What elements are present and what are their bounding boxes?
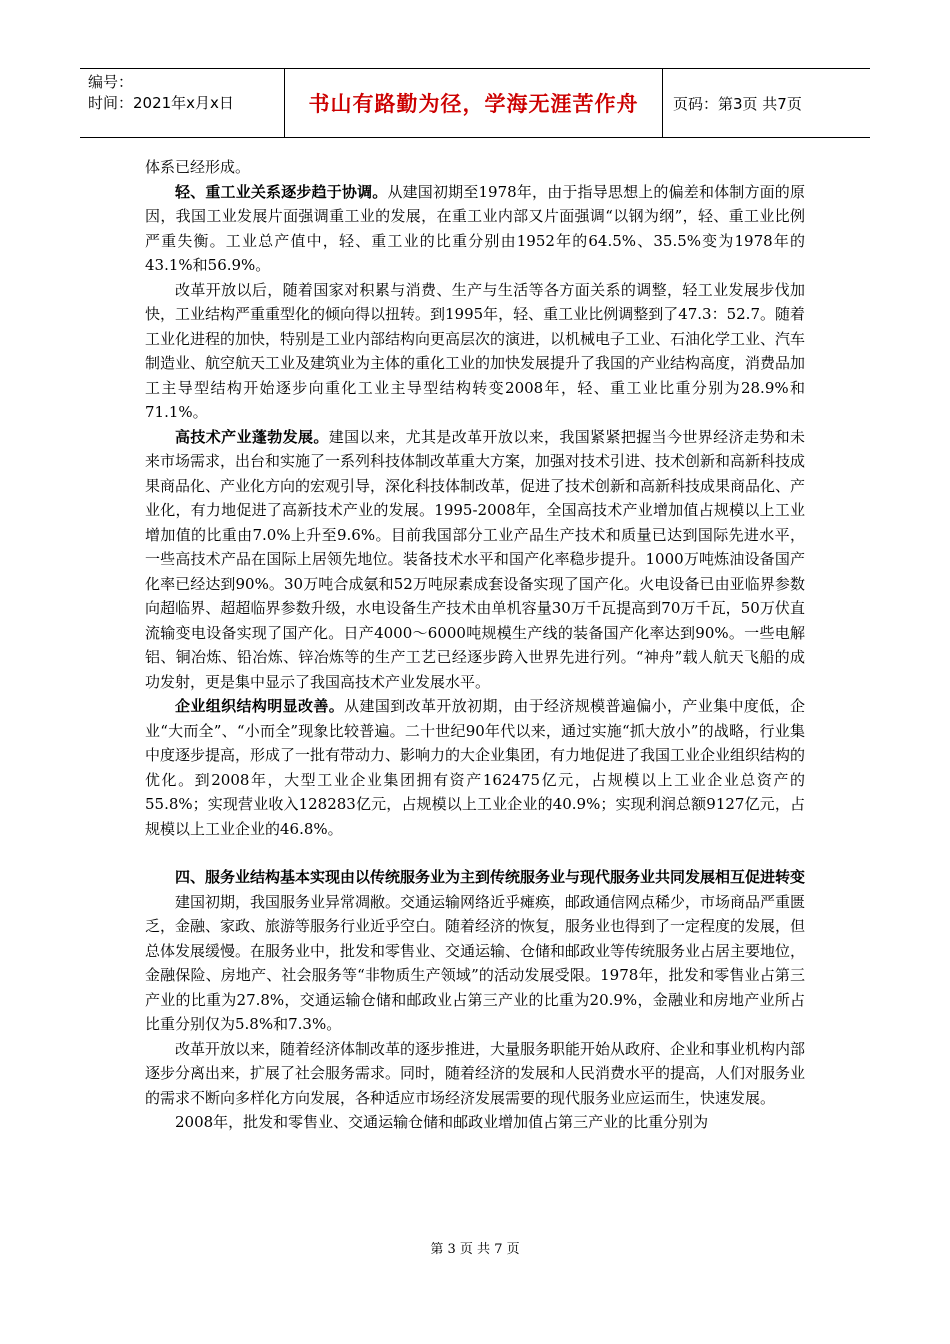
document-body xyxy=(145,155,805,1135)
paragraph: 改革开放以来，随着经济体制改革的逐步推进，大量服务职能开始从政府、企业和事业机构内部逐步分离出来，扩展了社会服务需求。同时，随着经济的发展和人民消费水平的提高，人们对服务业的需求不断向多样化方向发展，各种适应市场经济发展需要的现代服务业应运而生，快速发展。 xyxy=(145,1039,806,1107)
page-header xyxy=(80,68,870,138)
paragraph-heading: 企业组织结构明显改善。 xyxy=(175,697,345,715)
paragraph: 高技术产业蓬勃发展。建国以来，尤其是改革开放以来，我国紧紧把握当今世界经济走势和未来市场需求，出台和实施了一系列科技体制改革重大方案，加强对技术引进、技术创新和高新科技成果商品化、产业化方向的宏观引导，深化科技体制改革，促进了技术创新和高新科技成果商品化、产业化，有力地促进了高新技术产业的发展。1995-2008年，全国高技术产业增加值占规模以上工业增加值的比重由7.0%上升至9.6%。目前我国部分工业产品生产技术和质量已达到国际先进水平，一些高技术产品在国际上居领先地位。装备技术水平和国产化率稳步提升。1000万吨炼油设备国产化率已经达到90%。30万吨合成氨和52万吨尿素成套设备实现了国产化。火电设备已由亚临界参数向超临界、超超临界参数升级，水电设备生产技术由单机容量30万千瓦提高到70万千瓦，50万伏直流输变电设备实现了国产化。日产4000～6000吨规模生产线的装备国产化率达到90%。一些电解铝、铜冶炼、铅冶炼、锌冶炼等的生产工艺已经逐步跨入世界先进行列。“神舟”载人航天飞船的成功发射，更是集中显示了我国高技术产业发展水平。 xyxy=(145,427,806,691)
paragraph: 轻、重工业关系逐步趋于协调。从建国初期至1978年，由于指导思想上的偏差和体制方面的原因，我国工业发展片面强调重工业的发展，在重工业内部又片面强调“以钢为纲”，轻、重工业比例严重失衡。工业总产值中，轻、重工业的比重分别由1952年的64.5%、35.5%变为1978年的43.1%和56.9%。 xyxy=(145,182,805,274)
page-footer: 第 3 页 共 7 页 xyxy=(430,1242,520,1257)
section-title: 四、服务业结构基本实现由以传统服务业为主到传统服务业与现代服务业共同发展相互促进转变 xyxy=(175,868,806,886)
paragraph: 体系已经形成。 xyxy=(145,158,251,176)
paragraph: 2008年，批发和零售业、交通运输仓储和邮政业增加值占第三产业的比重分别为 xyxy=(175,1113,709,1131)
paragraph: 建国初期，我国服务业异常凋敝。交通运输网络近乎瘫痪，邮政通信网点稀少，市场商品严重匮乏，金融、家政、旅游等服务行业近乎空白。随着经济的恢复，服务业也得到了一定程度的发展，但总体发展缓慢。在服务业中，批发和零售业、交通运输、仓储和邮政业等传统服务业占居主要地位，金融保险、房地产、社会服务等“非物质生产领域”的活动发展受限。1978年，批发和零售业占第三产业的比重为27.8%，交通运输仓储和邮政业占第三产业的比重为20.9%，金融业和房地产业所占比重分别仅为5.8%和7.3%。 xyxy=(145,892,806,1033)
paragraph: 改革开放以后，随着国家对积累与消费、生产与生活等各方面关系的调整，轻工业发展步伐加快，工业结构严重重型化的倾向得以扭转。到1995年，轻、重工业比例调整到了47.3：52.7。随着工业化进程的加快，特别是工业内部结构向更高层次的演进，以机械电子工业、石油化学工业、汽车制造业、航空航天工业及建筑业为主体的重化工业的加快发展提升了我国的产业结构高度，消费品加工主导型结构开始逐步向重化工业主导型结构转变2008年，轻、重工业比重分别为28.9%和71.1%。 xyxy=(145,280,806,421)
paragraph: 企业组织结构明显改善。从建国到改革开放初期，由于经济规模普遍偏小，产业集中度低，企业“大而全”、“小而全”现象比较普遍。二十世纪90年代以来，通过实施“抓大放小”的战略，行业集中度逐步提高，形成了一批有带动力、影响力的大企业集团，有力地促进了我国工业企业组织结构的优化。到2008年，大型工业企业集团拥有资产162475亿元，占规模以上工业企业总资产的55.8%；实现营业收入128283亿元，占规模以上工业企业的40.9%；实现利润总额9127亿元，占规模以上工业企业的46.8%。 xyxy=(145,697,806,838)
header-page-info: 页码：第3页 共7页 xyxy=(673,94,802,113)
doc-time-label: 时间：2021年x月x日 xyxy=(88,94,234,112)
header-meta xyxy=(80,69,285,137)
paragraph-heading: 轻、重工业关系逐步趋于协调。 xyxy=(175,182,388,201)
paragraph-heading: 高技术产业蓬勃发展。 xyxy=(175,427,329,446)
doc-number-label: 编号： xyxy=(88,73,134,91)
header-motto: 书山有路勤为径，学海无涯苦作舟 xyxy=(285,69,663,137)
